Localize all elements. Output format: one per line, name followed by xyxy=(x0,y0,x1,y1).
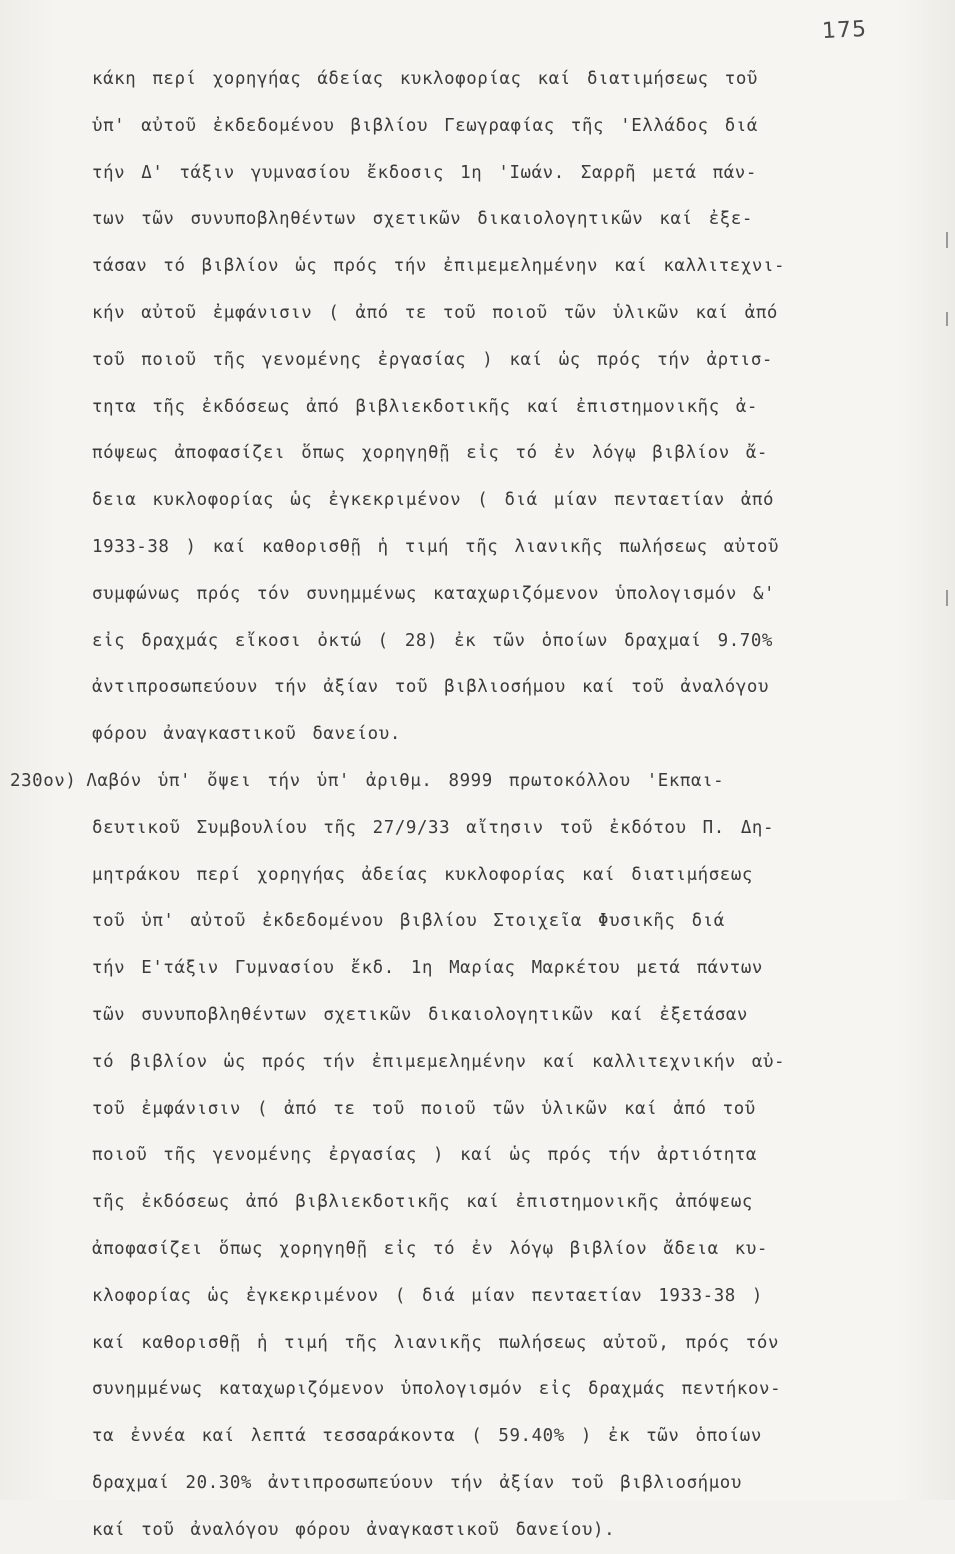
margin-mark xyxy=(946,312,948,326)
page-number: 175 xyxy=(821,16,868,45)
item-first-line xyxy=(10,758,942,805)
text-line: τητα τῆς ἐκδόσεως ἀπό βιβλιεκδοτικῆς καί ἐπιστημονικῆς ἀ- xyxy=(92,396,758,417)
text-line: τήν Δ' τάξιν γυμνασίου ἔκδοσις 1η 'Ιωάν. Σαρρῆ μετά πάν- xyxy=(92,162,757,183)
text-line: δεια κυκλοφορίας ὡς ἐγκεκριμένον ( διά μίαν πενταετίαν ἀπό xyxy=(92,490,775,511)
text-line: μητράκου περί χορηγήας ἀδείας κυκλοφορίας καί διατιμήσεως xyxy=(92,864,753,885)
text-line: συμφώνως πρός τόν συνημμένως καταχωριζόμενον ὑπολογισμόν &' xyxy=(92,583,776,604)
text-line: ποιοῦ τῆς γενομένης ἐργασίας ) καί ὡς πρός τήν ἀρτιότητα xyxy=(92,1145,757,1166)
text-line: ὑπ' αὐτοῦ ἐκδεδομένου βιβλίου Γεωγραφίας τῆς 'Ελλάδος διά xyxy=(92,115,758,136)
text-line: φόρου ἀναγκαστικοῦ δανείου. xyxy=(92,724,401,745)
text-line: τοῦ ποιοῦ τῆς γενομένης ἐργασίας ) καί ὡς πρός τήν ἀρτισ- xyxy=(92,349,773,370)
text-line: συνημμένως καταχωριζόμενον ὑπολογισμόν εἰς δραχμάς πεντήκον- xyxy=(92,1379,782,1400)
text-line: τα ἐννέα καί λεπτά τεσσαράκοντα ( 59.40% ) ἐκ τῶν ὁποίων xyxy=(92,1426,762,1447)
text-line: τάσαν τό βιβλίον ὡς πρός τήν ἐπιμεμελημένην καί καλλιτεχνι- xyxy=(92,256,786,277)
margin-mark xyxy=(946,232,948,248)
text-line: τῆς ἐκδόσεως ἀπό βιβλιεκδοτικῆς καί ἐπιστημονικῆς ἀπόψεως xyxy=(92,1192,753,1213)
margin-mark xyxy=(946,590,948,606)
text-line: τοῦ ὑπ' αὐτοῦ ἐκδεδομένου βιβλίου Στοιχεῖα Φυσικῆς διά xyxy=(92,911,725,932)
text-line: καί καθορισθῇ ἡ τιμή τῆς λιανικῆς πωλήσεως αὐτοῦ, πρός τόν xyxy=(92,1332,780,1353)
text-line: ἀποφασίζει ὅπως χορηγηθῇ εἰς τό ἐν λόγῳ βιβλίον ἄδεια κυ- xyxy=(92,1238,768,1259)
text-line: εἰς δραχμάς εἴκοσι ὀκτώ ( 28) ἐκ τῶν ὁποίων δραχμαί 9.70% xyxy=(92,630,773,651)
text-line: ἀντιπροσωπεύουν τήν ἀξίαν τοῦ βιβλιοσήμου καί τοῦ ἀναλόγου xyxy=(92,677,770,698)
text-line: κάκη περί χορηγήας άδείας κυκλοφορίας καί διατιμήσεως τοῦ xyxy=(92,69,758,89)
item-first-line-text: Λαβόν ὑπ' ὄψει τήν ὑπ' ἀριθμ. 8999 πρωτοκόλλου 'Εκπαι- xyxy=(86,770,725,791)
text-line: 1933-38 ) καί καθορισθῇ ἡ τιμή τῆς λιανικῆς πωλήσεως αὐτοῦ xyxy=(92,536,780,557)
text-line: κλοφορίας ὡς ἐγκεκριμένον ( διά μίαν πενταετίαν 1933-38 ) xyxy=(92,1285,763,1306)
item-number: 230ον) xyxy=(10,770,77,791)
text-line: δευτικοῦ Συμβουλίου τῆς 27/9/33 αἴτησιν τοῦ ἐκδότου Π. Δη- xyxy=(92,817,775,838)
text-line: καί τοῦ ἀναλόγου φόρου ἀναγκαστικοῦ δανείου). xyxy=(92,1519,616,1540)
text-line: τήν Ε'τάξιν Γυμνασίου ἔκδ. 1η Μαρίας Μαρκέτου μετά πάντων xyxy=(92,958,763,979)
text-line: τῶν συνυποβληθέντων σχετικῶν δικαιολογητικῶν καί ἐξετάσαν xyxy=(92,1004,748,1025)
text-line: πόψεως ἀποφασίζει ὅπως χορηγηθῇ εἰς τό ἐν λόγῳ βιβλίον ἄ- xyxy=(92,443,768,464)
text-line: τοῦ ἐμφάνισιν ( ἀπό τε τοῦ ποιοῦ τῶν ὑλικῶν καί ἀπό τοῦ xyxy=(92,1098,756,1119)
text-line: δραχμαί 20.30% ἀντιπροσωπεύουν τήν ἀξίαν τοῦ βιβλιοσήμου xyxy=(92,1472,742,1493)
text-line: των τῶν συνυποβληθέντων σχετικῶν δικαιολογητικῶν καί ἐξε- xyxy=(92,209,753,230)
text-line: κήν αὐτοῦ ἐμφάνισιν ( ἀπό τε τοῦ ποιοῦ τῶν ὑλικῶν καί ἀπό xyxy=(92,302,778,323)
typed-text-body xyxy=(10,56,942,1554)
text-line: τό βιβλίον ὡς πρός τήν ἐπιμεμελημένην καί καλλιτεχνικήν αὐ- xyxy=(92,1051,786,1072)
